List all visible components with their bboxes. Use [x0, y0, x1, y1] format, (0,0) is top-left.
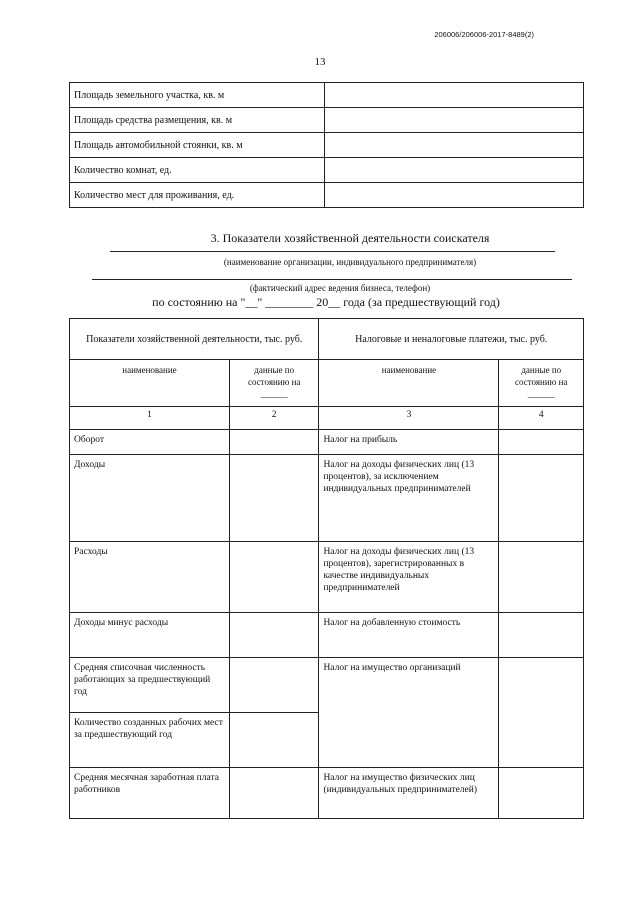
value-cell[interactable]	[325, 83, 584, 108]
subheader-name: наименование	[70, 360, 230, 407]
table-row	[70, 658, 584, 713]
header-indicators: Показатели хозяйственной деятельности, тыс. руб.	[70, 319, 319, 360]
indicator-name: Доходы минус расходы	[70, 613, 230, 658]
column-number: 2	[229, 407, 319, 430]
table-row	[70, 158, 584, 183]
table-row	[70, 183, 584, 208]
table-row	[70, 430, 584, 455]
table-row	[70, 108, 584, 133]
indicator-name: Средняя месячная заработная плата работников	[70, 768, 230, 819]
indicator-value[interactable]	[229, 768, 319, 819]
org-name-caption: (наименование организации, индивидуального предпринимателя)	[223, 257, 477, 267]
column-number: 3	[319, 407, 499, 430]
column-number-row	[70, 407, 584, 430]
table-row	[70, 542, 584, 613]
tax-name: Налог на добавленную стоимость	[319, 613, 499, 658]
header-row	[70, 319, 584, 360]
table-row	[70, 83, 584, 108]
value-cell[interactable]	[325, 108, 584, 133]
org-name-line[interactable]	[110, 251, 555, 252]
tax-name: Налог на прибыль	[319, 430, 499, 455]
indicator-value[interactable]	[229, 713, 319, 768]
tax-value[interactable]	[499, 542, 584, 613]
row-label: Площадь автомобильной стоянки, кв. м	[70, 133, 325, 158]
row-label: Количество комнат, ед.	[70, 158, 325, 183]
subheader-data: данные по состоянию на ______	[229, 360, 319, 407]
tax-value[interactable]	[499, 768, 584, 819]
subheader-data: данные по состоянию на ______	[499, 360, 584, 407]
address-line[interactable]	[92, 279, 572, 280]
subheader-row	[70, 360, 584, 407]
row-label: Площадь средства размещения, кв. м	[70, 108, 325, 133]
tax-value[interactable]	[499, 658, 584, 768]
tax-value[interactable]	[499, 455, 584, 542]
table-row	[70, 768, 584, 819]
indicator-name: Оборот	[70, 430, 230, 455]
table-row	[70, 613, 584, 658]
tax-name: Налог на доходы физических лиц (13 процентов), за исключением индивидуальных предпринимателей	[319, 455, 499, 542]
indicator-name: Количество созданных рабочих мест за предшествующий год	[70, 713, 230, 768]
document-id: 206006/206006-2017-8489(2)	[434, 30, 534, 39]
indicator-value[interactable]	[229, 658, 319, 713]
indicator-name: Средняя списочная численность работающих за предшествующий год	[70, 658, 230, 713]
indicator-value[interactable]	[229, 455, 319, 542]
indicator-value[interactable]	[229, 430, 319, 455]
value-cell[interactable]	[325, 133, 584, 158]
tax-name: Налог на имущество физических лиц (индивидуальных предпринимателей)	[319, 768, 499, 819]
header-payments: Налоговые и неналоговые платежи, тыс. руб.	[319, 319, 584, 360]
indicator-name: Расходы	[70, 542, 230, 613]
indicator-value[interactable]	[229, 613, 319, 658]
value-cell[interactable]	[325, 158, 584, 183]
tax-value[interactable]	[499, 430, 584, 455]
tax-value[interactable]	[499, 613, 584, 658]
tax-name: Налог на доходы физических лиц (13 процентов), зарегистрированных в качестве индивидуальных предпринимателей	[319, 542, 499, 613]
section-title: 3. Показатели хозяйственной деятельности соискателя	[210, 231, 490, 245]
activity-table	[69, 318, 584, 819]
column-number: 4	[499, 407, 584, 430]
indicator-name: Доходы	[70, 455, 230, 542]
premises-table	[69, 82, 584, 208]
tax-name: Налог на имущество организаций	[319, 658, 499, 768]
page-number: 13	[314, 56, 326, 68]
subheader-name: наименование	[319, 360, 499, 407]
indicator-value[interactable]	[229, 542, 319, 613]
state-date-line: по состоянию на "__" ________ 20__ года (за предшествующий год)	[152, 295, 500, 309]
row-label: Количество мест для проживания, ед.	[70, 183, 325, 208]
value-cell[interactable]	[325, 183, 584, 208]
address-caption: (фактический адрес ведения бизнеса, телефон)	[249, 283, 431, 293]
table-row	[70, 133, 584, 158]
table-row	[70, 455, 584, 542]
row-label: Площадь земельного участка, кв. м	[70, 83, 325, 108]
column-number: 1	[70, 407, 230, 430]
